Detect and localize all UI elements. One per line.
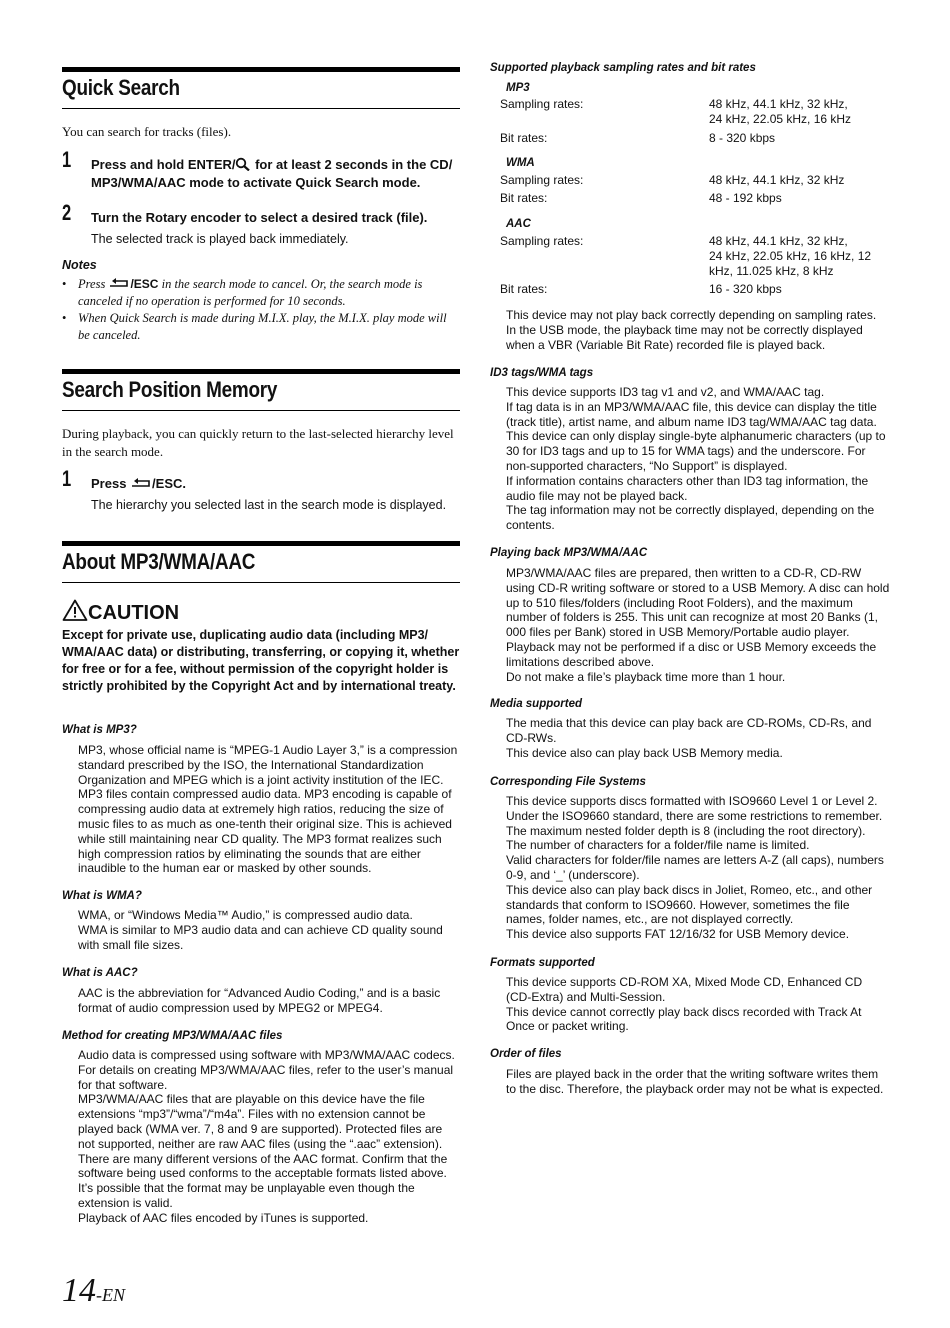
what-is-wma-heading: What is WMA? xyxy=(62,890,142,902)
formats-text: This device supports CD-ROM XA, Mixed Mode CD, Enhanced CD (CD-Extra) and Multi-Session. This device cannot correctly play back discs recorded with Track At Once or packet writing. xyxy=(506,975,863,1034)
step-number: 1 xyxy=(62,147,72,172)
step-text-part: to select a desired track (file). xyxy=(241,210,428,225)
media-text: The media that this device can play back are CD-ROMs, CD-Rs, and CD-RWs. This device also can play back USB Memory media. xyxy=(506,716,872,760)
section-title-text: Quick Search xyxy=(62,75,180,100)
step-text-part: for at least 2 seconds in the CD/ xyxy=(251,157,453,172)
notes-heading: Notes xyxy=(62,258,97,272)
quick-search-step-2 xyxy=(91,209,466,227)
esc-label: /ESC. xyxy=(152,476,187,491)
note-item: • Press /ESC in the search mode to cancel. Or, the search mode is canceled if no operation is performed for 10 seconds. xyxy=(62,277,423,308)
step-number: 1 xyxy=(62,466,72,491)
mp3-heading: MP3 xyxy=(506,82,530,94)
wma-sampling-value: 48 kHz, 44.1 kHz, 32 kHz xyxy=(709,173,845,187)
mp3-bitrate-label: Bit rates: xyxy=(500,131,548,145)
rates-heading: Supported playback sampling rates and bit rates xyxy=(490,62,756,74)
back-arrow-icon xyxy=(130,477,152,489)
mp3-bitrate-value: 8 - 320 kbps xyxy=(709,131,776,145)
warning-icon xyxy=(62,599,88,621)
aac-bitrate-label: Bit rates: xyxy=(500,282,548,296)
page-number xyxy=(62,1272,125,1310)
search-position-step-1 xyxy=(91,475,466,493)
playing-text: MP3/WMA/AAC files are prepared, then written to a CD-R, CD-RW using CD-R writing software or stored to a USB Memory. A disc can hold up to 510 files/folders (including Root Folders), and the maximum number of folders is 255. This unit can recognize at most 20 Banks (1, 000 files per Bank) stored in USB Memory/Portable audio player. Playback may not be performed if a disc or USB Memory exceeds the limitations described above. Do not make a file’s playback time more than 1 hour. xyxy=(506,566,890,684)
mp3-sampling-value: 48 kHz, 44.1 kHz, 32 kHz, 24 kHz, 22.05 kHz, 16 kHz xyxy=(709,97,852,126)
quick-search-intro: You can search for tracks (files). xyxy=(62,124,232,139)
esc-label: /ESC xyxy=(130,277,159,291)
what-is-mp3-text: MP3, whose official name is “MPEG-1 Audio Layer 3,” is a compression standard prescribed by the ISO, the International Standardization Organization and MPEG which is a joint activity institution of the IEC. MP3 files contain compressed audio data. MP3 encoding is capable of compressing audio data at extremely high ratios, reducing the size of music files to as much as one-tenth their original size. This is achieved while still maintaining near CD quality. The MP3 format realizes such high compression ratios by eliminating the sounds that are either inaudible to the human ear or masked by other sounds. xyxy=(78,743,458,876)
fs-heading: Corresponding File Systems xyxy=(490,776,646,788)
aac-bitrate-value: 16 - 320 kbps xyxy=(709,282,782,296)
step-text-part: MP3/WMA/AAC mode to activate Quick Search mode. xyxy=(91,175,421,190)
note-text: in the search mode to cancel. Or, the search mode is canceled if no operation is performed for 10 seconds. xyxy=(78,277,423,308)
mp3-sampling-label: Sampling rates: xyxy=(500,97,584,111)
id3-heading: ID3 tags/WMA tags xyxy=(490,367,594,379)
search-icon xyxy=(235,157,251,171)
section-title-text: Search Position Memory xyxy=(62,377,278,402)
wma-heading: WMA xyxy=(506,157,535,169)
enter-button-label: ENTER/ xyxy=(187,157,236,172)
caution-body: Except for private use, duplicating audio data (including MP3/ WMA/AAC data) or distributing, transferring, or copying it, whether for free or for a fee, without permission of the copyright holder is strictly prohibited by the Copyright Act and by international treaty. xyxy=(62,628,460,693)
media-heading: Media supported xyxy=(490,698,583,710)
rotary-encoder-label: Rotary encoder xyxy=(145,210,242,225)
section-title-about xyxy=(62,541,460,583)
playing-heading: Playing back MP3/WMA/AAC xyxy=(490,547,648,559)
caution-heading xyxy=(62,599,179,625)
method-text: Audio data is compressed using software with MP3/WMA/AAC codecs. For details on creating MP3/WMA/AAC files, refer to the user’s manual for that software. MP3/WMA/AAC files that are playable on this device have the file extensions “mp3”/“wma”/“m4a”. Files with no extension cannot be played back (WMA ver. 7, 8 and 9 are supported). Protected files are not supported, neither are raw AAC files (using the “.aac” extension). There are many different versions of the AAC format. Confirm that the software being used conforms to the acceptable formats listed above. It’s possible that the format may be unplayable even though the extension is valid. Playback of AAC files encoded by iTunes is supported. xyxy=(78,1048,455,1225)
aac-heading: AAC xyxy=(506,218,531,230)
note-item: • When Quick Search is made during M.I.X. play, the M.I.X. play mode will be canceled. xyxy=(62,310,460,343)
wma-sampling-label: Sampling rates: xyxy=(500,173,584,187)
caution-title: CAUTION xyxy=(88,602,180,624)
aac-sampling-value: 48 kHz, 44.1 kHz, 32 kHz, 24 kHz, 22.05 kHz, 16 kHz, 12 kHz, 11.025 kHz, 8 kHz xyxy=(709,234,872,278)
section-title-text: About MP3/WMA/AAC xyxy=(62,549,256,574)
note-text: When Quick Search is made during M.I.X. play, the M.I.X. play mode will be canceled. xyxy=(78,311,447,342)
step-text-part: Turn the xyxy=(91,210,146,225)
order-heading: Order of files xyxy=(490,1048,562,1060)
quick-search-step-2-result: The selected track is played back immediately. xyxy=(91,232,349,246)
rates-note: This device may not play back correctly depending on sampling rates. In the USB mode, the playback time may not be correctly displayed when a VBR (Variable Bit Rate) recorded file is played back. xyxy=(506,308,877,352)
page-number-suffix: -EN xyxy=(96,1285,125,1305)
search-position-intro: During playback, you can quickly return to the last-selected hierarchy level in the search mode. xyxy=(62,426,454,459)
id3-text: This device supports ID3 tag v1 and v2, and WMA/AAC tag. If tag data is in an MP3/WMA/AAC file, this device can display the title (track title), artist name, and album name ID3 tag/WMA/AAC tag data. This device can only display single-byte alphanumeric characters (up to 30 for ID3 tags and up to 15 for WMA tags) and the underscore. For non-supported characters, “No Support” is displayed. If information contains characters other than ID3 tag information, the audio file may not be played back. The tag information may not be correctly displayed, depending on the contents. xyxy=(506,385,886,533)
step-number: 2 xyxy=(62,200,72,225)
what-is-wma-text: WMA, or “Windows Media™ Audio,” is compressed audio data. WMA is similar to MP3 audio data and can achieve CD quality sound with small file sizes. xyxy=(78,908,443,952)
wma-bitrate-value: 48 - 192 kbps xyxy=(709,191,782,205)
step-text-part: Press and hold xyxy=(91,157,188,172)
search-position-step-1-result: The hierarchy you selected last in the search mode is displayed. xyxy=(91,498,447,512)
order-text: Files are played back in the order that the writing software writes them to the disc. Therefore, the playback order may not be what is expected. xyxy=(506,1067,884,1096)
what-is-aac-text: AAC is the abbreviation for “Advanced Audio Coding,” and is a basic format of audio compression used by MPEG2 or MPEG4. xyxy=(78,986,441,1015)
method-heading: Method for creating MP3/WMA/AAC files xyxy=(62,1030,283,1042)
section-title-search-position xyxy=(62,369,460,411)
wma-bitrate-label: Bit rates: xyxy=(500,191,548,205)
note-text: Press xyxy=(78,277,109,291)
section-title-quick-search xyxy=(62,67,460,109)
what-is-aac-heading: What is AAC? xyxy=(62,967,138,979)
quick-search-step-1 xyxy=(91,156,466,192)
page-number-value: 14 xyxy=(62,1272,96,1309)
fs-text: This device supports discs formatted with ISO9660 Level 1 or Level 2. Under the ISO9660 standard, there are some restrictions to remember. The maximum nested folder depth is 8 (including the root directory). The number of characters for a folder/file name is limited. Valid characters for folder/file names are letters A-Z (all caps), numbers 0-9, and ‘_’ (underscore). This device also can play back discs in Joliet, Romeo, etc., and other standards that conform to ISO9660. However, sometimes the file names, folder names, etc., are not displayed correctly. This device also supports FAT 12/16/32 for USB Memory device. xyxy=(506,794,884,942)
step-text-part: Press xyxy=(91,476,131,491)
back-arrow-icon xyxy=(108,277,130,289)
aac-sampling-label: Sampling rates: xyxy=(500,234,584,248)
formats-heading: Formats supported xyxy=(490,957,595,969)
what-is-mp3-heading: What is MP3? xyxy=(62,724,137,736)
